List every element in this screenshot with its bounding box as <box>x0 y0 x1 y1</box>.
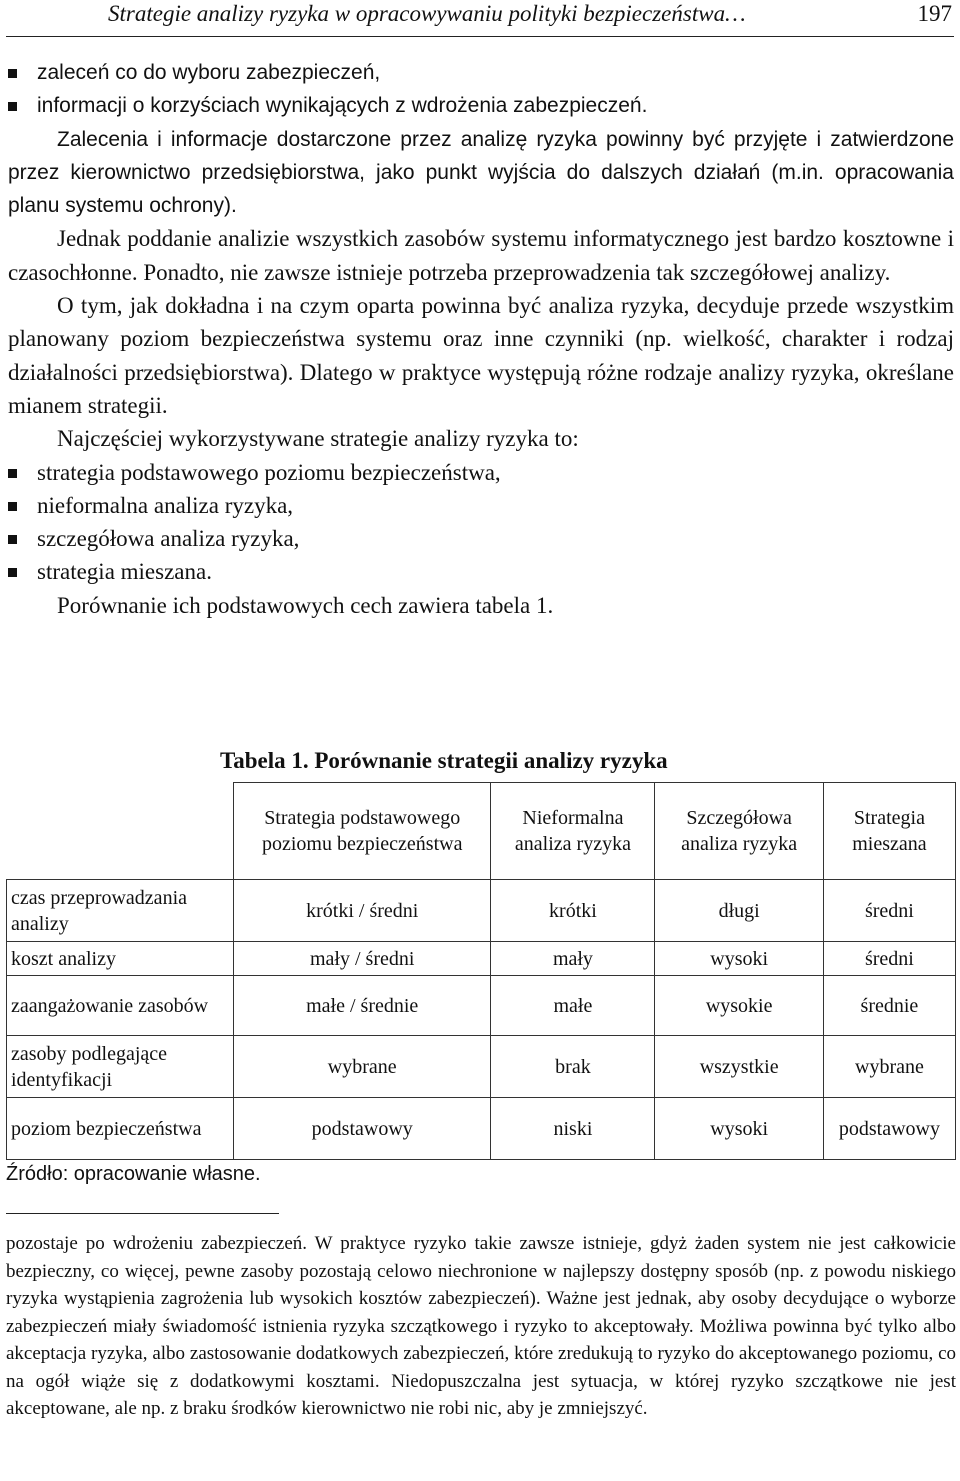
table-cell: krótki / średni <box>234 880 491 942</box>
table-header-row <box>7 783 956 880</box>
table-cell: podstawowy <box>234 1098 491 1160</box>
table-cell: wszystkie <box>655 1036 823 1098</box>
table-cell: wysoki <box>655 1098 823 1160</box>
table-cell: mały <box>491 942 655 976</box>
table-row <box>7 1036 956 1098</box>
table-cell: średni <box>823 880 955 942</box>
paragraph: O tym, jak dokładna i na czym oparta powinna być analiza ryzyka, decyduje przede wszystkim planowany poziom bezpieczeństwa systemu oraz inne czynniki (np. wielkość, charakter i rodzaj działalności przedsiębiorstwa). Dlatego w praktyce występują różne rodzaje analizy ryzyka, określane mianem strategii. <box>8 293 954 418</box>
table-source: Źródło: opracowanie własne. <box>6 1163 261 1185</box>
row-header: czas przeprowadzania analizy <box>7 880 234 942</box>
list-item: nieformalna analiza ryzyka, <box>8 489 954 522</box>
list-item: szczegółowa analiza ryzyka, <box>8 522 954 555</box>
list-item: informacji o korzyściach wynikających z wdrożenia zabezpieczeń. <box>8 89 954 122</box>
paragraph: Porównanie ich podstawowych cech zawiera tabela 1. <box>57 592 554 618</box>
table-cell: małe / średnie <box>234 976 491 1036</box>
table-cell: podstawowy <box>823 1098 955 1160</box>
table-corner-cell <box>7 783 234 880</box>
row-header: koszt analizy <box>7 942 234 976</box>
list-item: zaleceń co do wyboru zabezpieczeń, <box>8 56 954 89</box>
paragraph <box>8 222 954 289</box>
table-row <box>7 942 956 976</box>
paragraph-text: Ponadto, nie zawsze istnieje potrzeba przeprowadzenia tak szczegółowej analizy. <box>143 259 891 285</box>
table-cell: wysokie <box>655 976 823 1036</box>
running-header <box>0 0 960 38</box>
paragraph: Najczęściej wykorzystywane strategie analizy ryzyka to: <box>57 426 579 452</box>
comparison-table <box>6 782 956 1160</box>
footnote: pozostaje po wdrożeniu zabezpieczeń. W praktyce ryzyko takie zawsze istnieje, gdyż żaden system nie jest całkowicie bezpieczny, co więcej, pewne zasoby pozostają celowo niechronione w najlepszy dostępny sposób (np. z powodu niskiego ryzyka wystąpienia zagrożenia lub wysokich kosztów zabezpieczeń). Ważne jest jednak, aby osoby decydujące o wyborze zabezpieczeń miały świadomość istnienia ryzyka szczątkowego i ryzyko to akceptowały. Możliwa powinna być tylko albo akceptacja ryzyka, albo zastosowanie dodatkowych zabezpieczeń, które zredukują to ryzyko do akceptowanego poziomu, co na ogół wiąże się z dodatkowymi kosztami. Niedopuszczalna jest sytuacja, w której ryzyko szczątkowe nie jest akceptowane, ale np. z braku środków kierownictwo nie robi nic, aby je zmniejszyć. <box>6 1233 956 1419</box>
table-row <box>7 1098 956 1160</box>
footnote-rule <box>6 1213 279 1214</box>
table-row <box>7 976 956 1036</box>
table-caption: Tabela 1. Porównanie strategii analizy ryzyka <box>220 748 668 773</box>
column-header: Nieformalna analiza ryzyka <box>491 783 655 880</box>
row-header: zasoby podlegające identyfikacji <box>7 1036 234 1098</box>
table-cell: wysoki <box>655 942 823 976</box>
paragraph <box>8 123 954 223</box>
table-cell: mały / średni <box>234 942 491 976</box>
table-cell: krótki <box>491 880 655 942</box>
table-cell: długi <box>655 880 823 942</box>
page-number: 197 <box>917 1 952 26</box>
table-cell: niski <box>491 1098 655 1160</box>
column-header: Strategia podstawowego poziomu bezpieczeństwa <box>234 783 491 880</box>
paragraph-text: opracowania planu systemu ochrony). <box>8 160 954 218</box>
table-cell: małe <box>491 976 655 1036</box>
paragraph-text: Zalecenia i informacje dostarczone przez analizę ryzyka powinny być przyjęte i zatwierdzone przez kierownictwo przedsiębiorstwa, jako punkt wyjścia do dalszych działań (m.in. <box>8 127 954 184</box>
list-item: strategia podstawowego poziomu bezpieczeństwa, <box>8 456 954 489</box>
paragraph-text: Jednak poddanie analizie wszystkich zasobów systemu informatycznego jest bardzo kosztowne i czasochłonne. <box>8 226 954 285</box>
table-cell: średni <box>823 942 955 976</box>
row-header: poziom bezpieczeństwa <box>7 1098 234 1160</box>
header-rule <box>6 36 954 37</box>
main-text <box>8 56 954 622</box>
column-header: Szczegółowa analiza ryzyka <box>655 783 823 880</box>
table-cell: wybrane <box>823 1036 955 1098</box>
column-header: Strategia mieszana <box>823 783 955 880</box>
table-cell: wybrane <box>234 1036 491 1098</box>
row-header: zaangażowanie zasobów <box>7 976 234 1036</box>
table-cell: średnie <box>823 976 955 1036</box>
table-row <box>7 880 956 942</box>
running-title: Strategie analizy ryzyka w opracowywaniu polityki bezpieczeństwa… <box>108 1 746 26</box>
list-item: strategia mieszana. <box>8 555 954 588</box>
table-cell: brak <box>491 1036 655 1098</box>
